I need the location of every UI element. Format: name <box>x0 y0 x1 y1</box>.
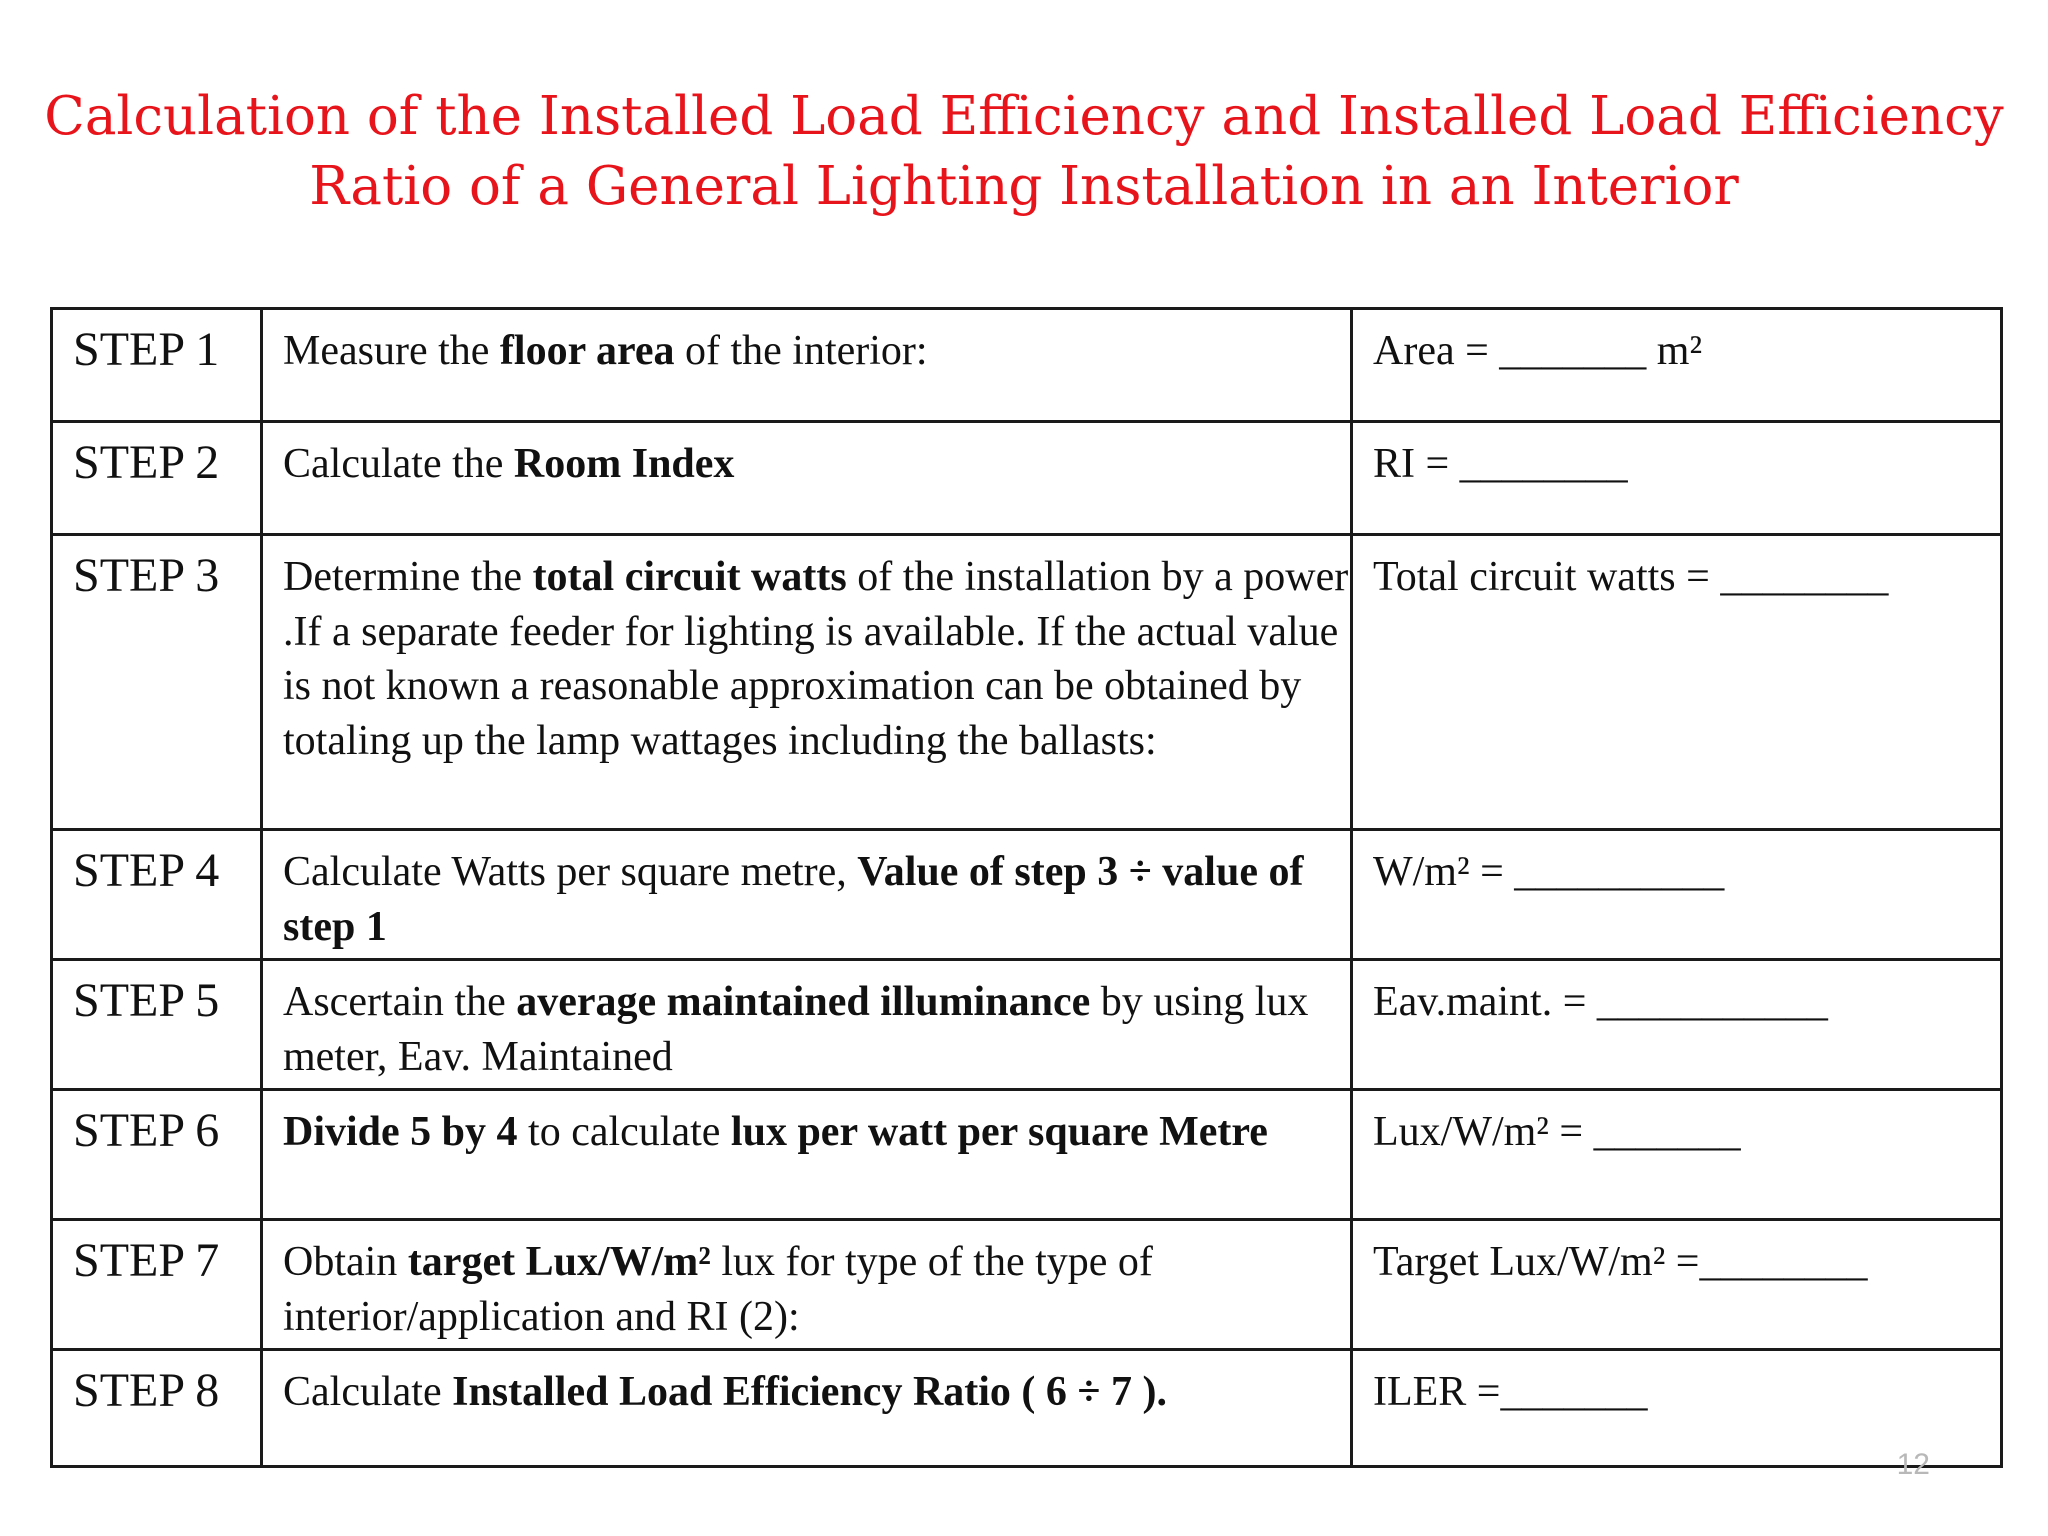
step-label: STEP 6 <box>52 1090 262 1220</box>
step-label: STEP 4 <box>52 830 262 960</box>
step-description <box>262 960 1352 1090</box>
step-label: STEP 8 <box>52 1350 262 1467</box>
step-description-bold-text: total circuit watts <box>532 554 847 600</box>
step-description-bold-text: Room Index <box>513 441 735 487</box>
step-description-text: by using lux meter, Eav. Maintained <box>283 979 1309 1080</box>
step-description-bold-text: average maintained illuminance <box>516 979 1091 1025</box>
table-row <box>52 830 2002 960</box>
slide-title <box>0 82 2048 222</box>
step-field: Lux/W/m² = _______ <box>1352 1090 2002 1220</box>
step-description-bold-text: floor area <box>499 328 675 374</box>
step-description <box>262 1220 1352 1350</box>
step-label: STEP 3 <box>52 535 262 830</box>
step-description <box>262 830 1352 960</box>
table-row <box>52 1090 2002 1220</box>
step-description-text: Calculate <box>283 1369 453 1415</box>
table-row <box>52 422 2002 535</box>
step-label: STEP 2 <box>52 422 262 535</box>
title-line-2: Ratio of a General Lighting Installation in an Interior <box>309 156 1739 217</box>
step-description <box>262 422 1352 535</box>
step-description-bold-text: Installed Load Efficiency Ratio ( 6 ÷ 7 ). <box>452 1369 1167 1415</box>
step-description-text: lux for type of the type of interior/application and RI (2): <box>283 1239 1153 1340</box>
step-label: STEP 5 <box>52 960 262 1090</box>
step-field: W/m² = __________ <box>1352 830 2002 960</box>
step-description-bold-text: lux per watt per square Metre <box>730 1109 1268 1155</box>
step-description-text: Determine the <box>283 554 533 600</box>
step-description-text: Ascertain the <box>283 979 517 1025</box>
table-row <box>52 960 2002 1090</box>
step-description-text: Obtain <box>283 1239 408 1285</box>
step-description-bold-text: Divide 5 by 4 <box>283 1109 518 1155</box>
step-field: ILER =_______ <box>1352 1350 2002 1467</box>
step-description <box>262 1090 1352 1220</box>
step-description-text: Calculate the <box>283 441 514 487</box>
step-field: RI = ________ <box>1352 422 2002 535</box>
title-line-1: Calculation of the Installed Load Efficiency and Installed Load Efficiency <box>44 86 2004 147</box>
step-description-text: of the installation by a power .If a separate feeder for lighting is available. If the actual value is not known a reasonable approximation can be obtained by totaling up the lamp wattages including the ballasts: <box>283 554 1349 764</box>
step-description-bold-text: target Lux/W/m² <box>407 1239 711 1285</box>
page-number: 12 <box>1896 1448 1930 1481</box>
step-description-text: to calculate <box>517 1109 731 1155</box>
step-description <box>262 535 1352 830</box>
step-field: Area = _______ m² <box>1352 309 2002 422</box>
table-row <box>52 309 2002 422</box>
step-description-text: of the interior: <box>674 328 928 374</box>
table-row <box>52 1220 2002 1350</box>
step-field: Eav.maint. = ___________ <box>1352 960 2002 1090</box>
step-field: Total circuit watts = ________ <box>1352 535 2002 830</box>
step-description-bold-text: Value of step 3 ÷ value of step 1 <box>283 849 1304 950</box>
table-row <box>52 1350 2002 1467</box>
step-description <box>262 1350 1352 1467</box>
step-description <box>262 309 1352 422</box>
steps-table <box>50 307 2003 1468</box>
step-description-text: Calculate Watts per square metre, <box>283 849 858 895</box>
step-field: Target Lux/W/m² =________ <box>1352 1220 2002 1350</box>
step-description-text: Measure the <box>283 328 500 374</box>
step-label: STEP 1 <box>52 309 262 422</box>
step-label: STEP 7 <box>52 1220 262 1350</box>
table-row <box>52 535 2002 830</box>
